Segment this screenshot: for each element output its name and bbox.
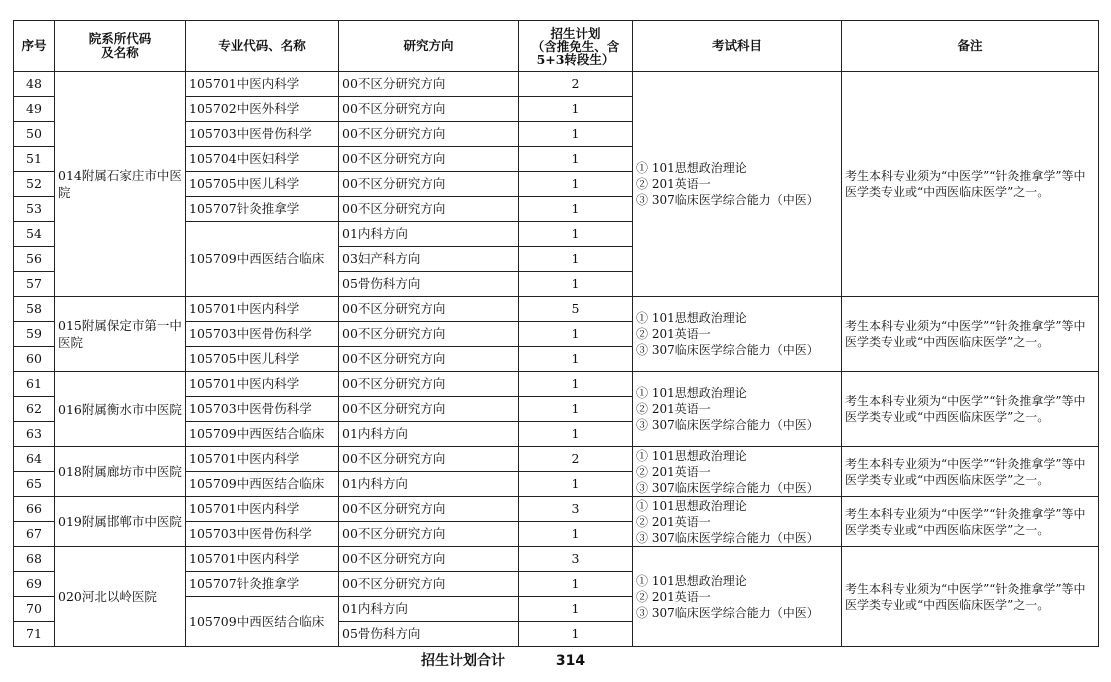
major-cell: 105701中医内科学 [186, 372, 339, 397]
direction-cell: 00不区分研究方向 [339, 322, 519, 347]
plan-cell: 2 [519, 72, 633, 97]
header-seq: 序号 [14, 21, 55, 72]
major-cell: 105703中医骨伤科学 [186, 522, 339, 547]
major-cell: 105701中医内科学 [186, 547, 339, 572]
seq-cell: 61 [14, 372, 55, 397]
major-cell: 105701中医内科学 [186, 497, 339, 522]
seq-cell: 60 [14, 347, 55, 372]
direction-cell: 05骨伤科方向 [339, 272, 519, 297]
plan-cell: 1 [519, 172, 633, 197]
table-row [14, 547, 1099, 572]
plan-cell: 1 [519, 572, 633, 597]
direction-cell: 00不区分研究方向 [339, 547, 519, 572]
direction-cell: 01内科方向 [339, 472, 519, 497]
seq-cell: 63 [14, 422, 55, 447]
header-major: 专业代码、名称 [186, 21, 339, 72]
plan-cell: 1 [519, 322, 633, 347]
plan-cell: 1 [519, 272, 633, 297]
seq-cell: 57 [14, 272, 55, 297]
remark-cell: 考生本科专业须为“中医学”“针灸推拿学”等中医学类专业或“中西医临床医学”之一。 [842, 72, 1099, 297]
direction-cell: 00不区分研究方向 [339, 147, 519, 172]
plan-cell: 1 [519, 372, 633, 397]
exam-subject: ③ 307临床医学综合能力（中医） [636, 418, 819, 432]
exam-cell [633, 447, 842, 497]
table-row [14, 372, 1099, 397]
total-line [421, 650, 585, 670]
direction-cell: 00不区分研究方向 [339, 522, 519, 547]
exam-subject: ③ 307临床医学综合能力（中医） [636, 605, 819, 620]
exam-subject: ③ 307临床医学综合能力（中医） [636, 480, 819, 495]
seq-cell: 54 [14, 222, 55, 247]
direction-cell: 05骨伤科方向 [339, 622, 519, 647]
dept-cell: 016附属衡水市中医院 [55, 372, 186, 447]
seq-cell: 64 [14, 447, 55, 472]
exam-subject: ① 101思想政治理论 [636, 386, 747, 400]
direction-cell: 01内科方向 [339, 222, 519, 247]
table-row [14, 297, 1099, 322]
seq-cell: 69 [14, 572, 55, 597]
direction-cell: 01内科方向 [339, 422, 519, 447]
remark-cell: 考生本科专业须为“中医学”“针灸推拿学”等中医学类专业或“中西医临床医学”之一。 [842, 372, 1099, 447]
major-cell: 105701中医内科学 [186, 72, 339, 97]
major-cell: 105707针灸推拿学 [186, 572, 339, 597]
direction-cell: 00不区分研究方向 [339, 97, 519, 122]
seq-cell: 65 [14, 472, 55, 497]
seq-cell: 52 [14, 172, 55, 197]
major-cell: 105704中医妇科学 [186, 147, 339, 172]
plan-cell: 1 [519, 222, 633, 247]
plan-cell: 1 [519, 397, 633, 422]
major-cell: 105702中医外科学 [186, 97, 339, 122]
exam-cell [633, 497, 842, 547]
exam-subject: ① 101思想政治理论 [636, 498, 747, 513]
exam-subject: ② 201英语一 [636, 589, 711, 604]
direction-cell: 00不区分研究方向 [339, 197, 519, 222]
dept-cell: 020河北以岭医院 [55, 547, 186, 647]
major-cell: 105709中西医结合临床 [186, 222, 339, 297]
direction-cell: 00不区分研究方向 [339, 447, 519, 472]
direction-cell: 00不区分研究方向 [339, 572, 519, 597]
major-cell: 105703中医骨伤科学 [186, 397, 339, 422]
plan-cell: 1 [519, 622, 633, 647]
exam-subject: ③ 307临床医学综合能力（中医） [636, 530, 819, 545]
exam-subject: ③ 307临床医学综合能力（中医） [636, 343, 819, 357]
dept-cell: 015附属保定市第一中医院 [55, 297, 186, 372]
seq-cell: 71 [14, 622, 55, 647]
plan-cell: 1 [519, 422, 633, 447]
table-row [14, 497, 1099, 522]
seq-cell: 67 [14, 522, 55, 547]
direction-cell: 00不区分研究方向 [339, 122, 519, 147]
header-plan: 招生计划 （含推免生、含 5+3转段生） [519, 21, 633, 72]
header-direction: 研究方向 [339, 21, 519, 72]
seq-cell: 68 [14, 547, 55, 572]
remark-cell: 考生本科专业须为“中医学”“针灸推拿学”等中医学类专业或“中西医临床医学”之一。 [842, 297, 1099, 372]
exam-subject: ② 201英语一 [636, 514, 711, 529]
major-cell: 105701中医内科学 [186, 447, 339, 472]
seq-cell: 66 [14, 497, 55, 522]
header-remark: 备注 [842, 21, 1099, 72]
exam-subject: ③ 307临床医学综合能力（中医） [636, 193, 819, 207]
header-dept: 院系所代码 及名称 [55, 21, 186, 72]
exam-subject: ② 201英语一 [636, 327, 711, 341]
direction-cell: 00不区分研究方向 [339, 172, 519, 197]
major-cell: 105703中医骨伤科学 [186, 322, 339, 347]
direction-cell: 00不区分研究方向 [339, 497, 519, 522]
plan-cell: 5 [519, 297, 633, 322]
plan-cell: 1 [519, 197, 633, 222]
seq-cell: 59 [14, 322, 55, 347]
exam-subject: ① 101思想政治理论 [636, 448, 747, 463]
plan-cell: 1 [519, 147, 633, 172]
seq-cell: 49 [14, 97, 55, 122]
direction-cell: 01内科方向 [339, 597, 519, 622]
plan-cell: 1 [519, 522, 633, 547]
plan-cell: 2 [519, 447, 633, 472]
major-cell: 105703中医骨伤科学 [186, 122, 339, 147]
plan-cell: 1 [519, 97, 633, 122]
plan-cell: 1 [519, 472, 633, 497]
exam-cell [633, 547, 842, 647]
exam-subject: ① 101思想政治理论 [636, 573, 747, 588]
dept-cell: 014附属石家庄市中医院 [55, 72, 186, 297]
remark-cell: 考生本科专业须为“中医学”“针灸推拿学”等中医学类专业或“中西医临床医学”之一。 [842, 447, 1099, 497]
plan-cell: 3 [519, 497, 633, 522]
major-cell: 105705中医儿科学 [186, 347, 339, 372]
major-cell: 105709中西医结合临床 [186, 597, 339, 647]
plan-cell: 1 [519, 347, 633, 372]
plan-cell: 3 [519, 547, 633, 572]
direction-cell: 03妇产科方向 [339, 247, 519, 272]
exam-subject: ② 201英语一 [636, 177, 711, 191]
major-cell: 105709中西医结合临床 [186, 472, 339, 497]
total-value: 314 [555, 653, 586, 669]
major-cell: 105705中医儿科学 [186, 172, 339, 197]
header-row [14, 21, 1099, 72]
major-cell: 105701中医内科学 [186, 297, 339, 322]
seq-cell: 53 [14, 197, 55, 222]
table-row [14, 72, 1099, 97]
header-exam: 考试科目 [633, 21, 842, 72]
direction-cell: 00不区分研究方向 [339, 72, 519, 97]
direction-cell: 00不区分研究方向 [339, 347, 519, 372]
seq-cell: 51 [14, 147, 55, 172]
seq-cell: 62 [14, 397, 55, 422]
table-row [14, 447, 1099, 472]
seq-cell: 70 [14, 597, 55, 622]
plan-cell: 1 [519, 122, 633, 147]
total-label: 招生计划合计 [421, 653, 505, 669]
exam-subject: ① 101思想政治理论 [636, 161, 747, 175]
exam-subject: ② 201英语一 [636, 464, 711, 479]
seq-cell: 58 [14, 297, 55, 322]
seq-cell: 50 [14, 122, 55, 147]
remark-cell: 考生本科专业须为“中医学”“针灸推拿学”等中医学类专业或“中西医临床医学”之一。 [842, 547, 1099, 647]
direction-cell: 00不区分研究方向 [339, 372, 519, 397]
exam-cell [633, 72, 842, 297]
exam-cell [633, 297, 842, 372]
admissions-table [13, 20, 1099, 647]
direction-cell: 00不区分研究方向 [339, 397, 519, 422]
major-cell: 105709中西医结合临床 [186, 422, 339, 447]
plan-cell: 1 [519, 247, 633, 272]
plan-cell: 1 [519, 597, 633, 622]
major-cell: 105707针灸推拿学 [186, 197, 339, 222]
seq-cell: 48 [14, 72, 55, 97]
exam-subject: ① 101思想政治理论 [636, 311, 747, 325]
remark-cell: 考生本科专业须为“中医学”“针灸推拿学”等中医学类专业或“中西医临床医学”之一。 [842, 497, 1099, 547]
exam-subject: ② 201英语一 [636, 402, 711, 416]
dept-cell: 019附属邯郸市中医院 [55, 497, 186, 547]
seq-cell: 56 [14, 247, 55, 272]
dept-cell: 018附属廊坊市中医院 [55, 447, 186, 497]
exam-cell [633, 372, 842, 447]
direction-cell: 00不区分研究方向 [339, 297, 519, 322]
